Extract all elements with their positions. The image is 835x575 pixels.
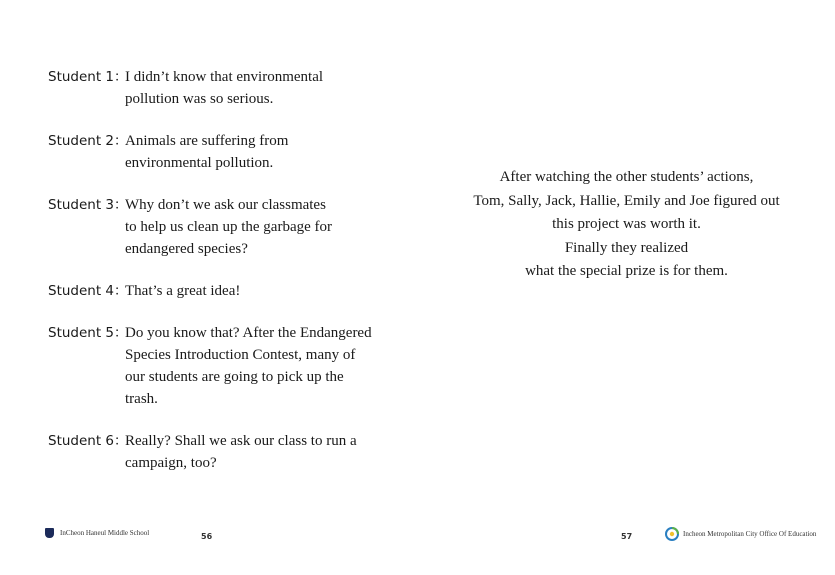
speech-line: Species Introduction Contest, many of [125, 347, 356, 363]
page-number-left: 56 [201, 532, 213, 541]
speech-line: endangered species? [125, 241, 248, 257]
office-name: Incheon Metropolitan City Office Of Education [683, 530, 817, 538]
dialogue-line [48, 194, 388, 260]
speaker-label: Student 1： [48, 69, 128, 85]
speech-line: Why don’t we ask our classmates [125, 197, 326, 213]
speech-text [125, 66, 323, 110]
left-page [0, 0, 417, 575]
speech-line: trash. [125, 391, 158, 407]
speaker-label: Student 2： [48, 133, 128, 149]
narration-line: Tom, Sally, Jack, Hallie, Emily and Joe figured out [473, 192, 780, 209]
student-dialogue [48, 66, 388, 494]
speaker-label: Student 6： [48, 433, 128, 449]
speech-line: Really? Shall we ask our class to run a [125, 433, 357, 449]
speech-line: to help us clean up the garbage for [125, 219, 333, 235]
right-footer [665, 527, 816, 541]
narration-text [438, 166, 815, 284]
dialogue-line [48, 430, 388, 474]
speech-line: Animals are suffering from [125, 133, 289, 149]
speech-line: our students are going to pick up the [125, 369, 344, 385]
narration-line: what the special prize is for them. [525, 263, 728, 279]
speech-line: campaign, too? [125, 455, 217, 471]
dialogue-line [48, 280, 388, 302]
narration-line: After watching the other students’ actions, [499, 169, 754, 185]
speech-text [125, 130, 288, 174]
dialogue-line [48, 66, 388, 110]
speech-line: environmental pollution. [125, 155, 274, 171]
education-office-logo-icon [665, 527, 679, 541]
narration-line: Finally they realized [564, 239, 689, 256]
dialogue-line [48, 322, 388, 410]
speech-text [125, 322, 372, 410]
speech-line: Do you know that? After the Endangered [125, 325, 372, 341]
speech-line: That’s a great idea! [125, 283, 241, 299]
left-footer [45, 528, 149, 538]
speech-text [125, 194, 332, 260]
speech-text [125, 430, 357, 474]
narration-line: this project was worth it. [552, 216, 701, 232]
right-page [418, 0, 835, 575]
speaker-label: Student 3： [48, 197, 128, 213]
speaker-label: Student 4： [48, 283, 128, 299]
school-name: InCheon Haneul Middle School [60, 529, 150, 537]
dialogue-line [48, 130, 388, 174]
speech-line: pollution was so serious. [125, 91, 274, 107]
page-number-right: 57 [621, 532, 633, 541]
speech-text [125, 280, 240, 302]
school-crest-icon [45, 528, 54, 538]
speech-line: I didn’t know that environmental [125, 69, 324, 85]
speaker-label: Student 5： [48, 325, 128, 341]
